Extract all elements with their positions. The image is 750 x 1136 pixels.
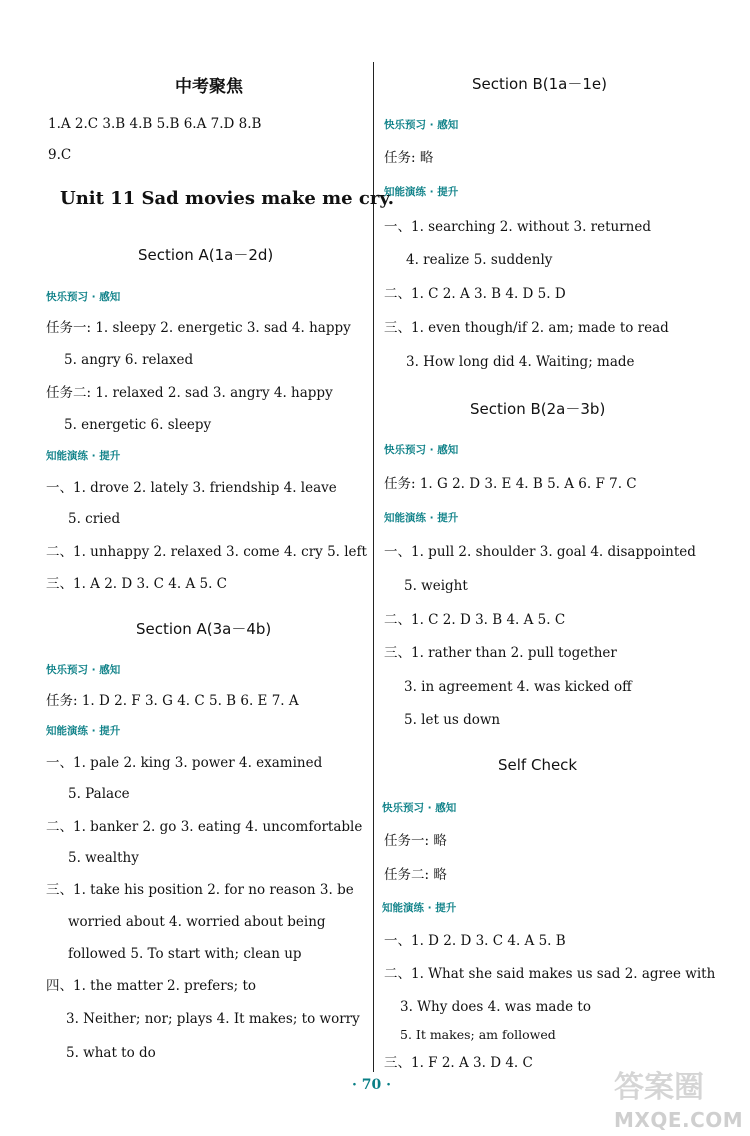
answer-line: 一、1. pull 2. shoulder 3. goal 4. disappointed [384, 544, 696, 560]
answer-line: 1.A 2.C 3.B 4.B 5.B 6.A 7.D 8.B [48, 116, 262, 132]
answer-line: 3. Neither; nor; plays 4. It makes; to worry [66, 1011, 360, 1027]
answer-line: 任务一: 略 [384, 833, 447, 849]
answer-line: 任务: 1. D 2. F 3. G 4. C 5. B 6. E 7. A [46, 693, 299, 709]
page-number: · 70 · [352, 1077, 391, 1093]
section-tag: 快乐预习 · 感知 [382, 802, 457, 814]
answer-line: 3. in agreement 4. was kicked off [404, 679, 632, 695]
answer-line: 任务: 略 [384, 150, 434, 166]
answer-line: 三、1. rather than 2. pull together [384, 645, 617, 661]
section-title: Self Check [498, 756, 578, 774]
answer-line: 一、1. D 2. D 3. C 4. A 5. B [384, 933, 566, 949]
answer-line: 5. weight [404, 578, 468, 594]
answer-line: 三、1. F 2. A 3. D 4. C [384, 1055, 533, 1071]
section-tag: 快乐预习 · 感知 [384, 119, 459, 131]
answer-line: 5. what to do [66, 1045, 156, 1061]
section-tag: 知能演练 · 提升 [382, 902, 457, 914]
answer-line: 5. energetic 6. sleepy [64, 417, 212, 433]
answer-line: 二、1. banker 2. go 3. eating 4. uncomfortable [46, 819, 363, 835]
answer-line: 5. It makes; am followed [400, 1027, 556, 1042]
answer-line: 5. angry 6. relaxed [64, 352, 194, 368]
section-title: Section A(1a－2d) [138, 246, 274, 264]
watermark-top: 答案圈 [614, 1070, 704, 1105]
answer-line: 任务一: 1. sleepy 2. energetic 3. sad 4. happy [46, 320, 351, 336]
answer-line: 5. cried [68, 511, 121, 527]
column-divider [373, 62, 374, 1072]
answer-line: 二、1. C 2. D 3. B 4. A 5. C [384, 612, 566, 628]
answer-line: worried about 4. worried about being [68, 914, 326, 930]
section-title: Section B(2a－3b) [470, 400, 606, 418]
answer-line: followed 5. To start with; clean up [68, 946, 302, 962]
answer-line: 4. realize 5. suddenly [406, 252, 553, 268]
section-tag: 快乐预习 · 感知 [46, 291, 121, 303]
answer-line: 任务二: 1. relaxed 2. sad 3. angry 4. happy [46, 385, 333, 401]
watermark-logo [614, 1062, 742, 1132]
answer-line: 5. Palace [68, 786, 130, 802]
section-title: Section A(3a－4b) [136, 620, 272, 638]
answer-line: 三、1. even though/if 2. am; made to read [384, 320, 669, 336]
answer-line: 9.C [48, 147, 72, 163]
header-title: 中考聚焦 [175, 77, 243, 97]
answer-line: 一、1. searching 2. without 3. returned [384, 219, 652, 235]
answer-line: 二、1. unhappy 2. relaxed 3. come 4. cry 5. left [46, 544, 367, 560]
unit-title: Unit 11 Sad movies make me cry. [60, 188, 395, 209]
answer-line: 三、1. A 2. D 3. C 4. A 5. C [46, 576, 228, 592]
answer-line: 三、1. take his position 2. for no reason 3. be [46, 882, 354, 898]
answer-line: 四、1. the matter 2. prefers; to [46, 978, 257, 994]
answer-line: 任务: 1. G 2. D 3. E 4. B 5. A 6. F 7. C [384, 476, 637, 492]
answer-line: 一、1. drove 2. lately 3. friendship 4. leave [46, 480, 337, 496]
answer-line: 二、1. What she said makes us sad 2. agree with [384, 966, 716, 982]
answer-line: 3. How long did 4. Waiting; made [406, 354, 635, 370]
answer-line: 二、1. C 2. A 3. B 4. D 5. D [384, 286, 566, 302]
section-tag: 知能演练 · 提升 [46, 725, 121, 737]
section-tag: 快乐预习 · 感知 [384, 444, 459, 456]
answer-line: 5. let us down [404, 712, 501, 728]
section-tag: 知能演练 · 提升 [46, 450, 121, 462]
watermark-url: MXQE.COM [614, 1108, 744, 1132]
answer-line: 一、1. pale 2. king 3. power 4. examined [46, 755, 323, 771]
section-tag: 快乐预习 · 感知 [46, 664, 121, 676]
section-tag: 知能演练 · 提升 [384, 512, 459, 524]
answer-line: 5. wealthy [68, 850, 139, 866]
section-tag: 知能演练 · 提升 [384, 186, 459, 198]
answer-line: 3. Why does 4. was made to [400, 999, 591, 1015]
answer-line: 任务二: 略 [384, 867, 447, 883]
section-title: Section B(1a－1e) [472, 75, 608, 93]
